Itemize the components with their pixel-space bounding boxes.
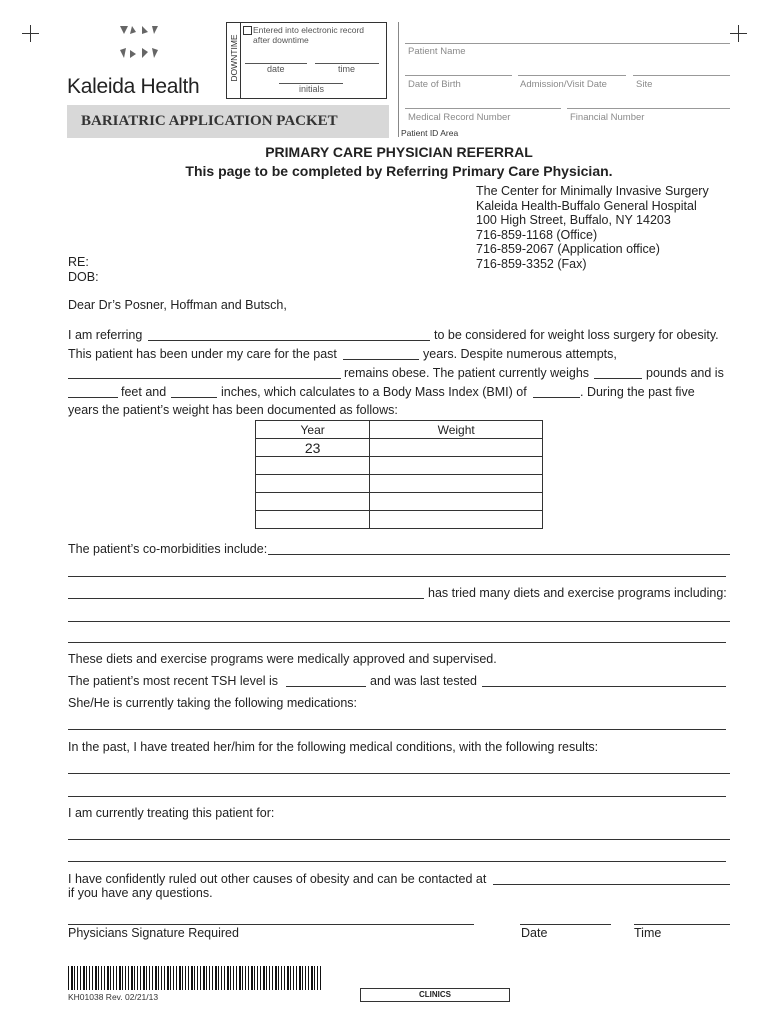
pounds-text: pounds and is (646, 366, 724, 380)
dob-label: DOB: (68, 270, 99, 284)
past-five-text: . During the past five (580, 385, 695, 399)
diets-text: has tried many diets and exercise programs including: (428, 586, 727, 600)
downtime-time-label: time (338, 64, 356, 74)
signature-time-field[interactable] (634, 924, 730, 925)
referring-text: to be considered for weight loss surgery for obesity. (434, 328, 719, 342)
weight-cell[interactable] (370, 511, 543, 529)
weight-column-header: Weight (370, 421, 543, 439)
diets-patient-field[interactable] (68, 598, 424, 599)
downtime-date-label: date (267, 64, 285, 74)
inches-text: inches, which calculates to a Body Mass Index (BMI) of (221, 385, 527, 399)
address-line: 716-859-3352 (Fax) (476, 256, 587, 271)
barcode (68, 966, 322, 990)
referring-patient-field[interactable] (148, 340, 430, 341)
questions-text: if you have any questions. (68, 886, 213, 900)
weight-cell[interactable] (370, 493, 543, 511)
patient-name-label: Patient Name (408, 46, 466, 57)
admission-date-label: Admission/Visit Date (520, 79, 607, 90)
table-row (256, 439, 543, 457)
treating-field-2[interactable] (68, 861, 726, 862)
obese-text: remains obese. The patient currently weighs (344, 366, 590, 380)
salutation: Dear Dr’s Posner, Hoffman and Butsch, (68, 298, 287, 312)
bmi-field[interactable] (533, 397, 580, 398)
address-line: The Center for Minimally Invasive Surgery (476, 184, 709, 198)
tsh-date-field[interactable] (482, 686, 726, 687)
downtime-box (226, 22, 387, 99)
signature-label: Physicians Signature Required (68, 926, 239, 940)
diets-field[interactable] (68, 621, 730, 622)
center-address (476, 184, 709, 271)
treating-label: I am currently treating this patient for: (68, 806, 275, 820)
table-header-row (256, 421, 543, 439)
contact-field[interactable] (493, 884, 730, 885)
time-label: Time (634, 926, 662, 940)
patient-id-area-label: Patient ID Area (401, 128, 459, 138)
table-row (256, 457, 543, 475)
packet-title: BARIATRIC APPLICATION PACKET (67, 105, 389, 138)
site-label: Site (636, 79, 653, 90)
weight-cell[interactable] (370, 439, 543, 457)
page-subtitle: This page to be completed by Referring Primary Care Physician. (185, 163, 613, 179)
signature-field[interactable] (68, 924, 474, 925)
patient-name-field[interactable] (68, 378, 341, 379)
page-title: PRIMARY CARE PHYSICIAN REFERRAL (265, 144, 533, 160)
care-label: This patient has been under my care for the past (68, 347, 337, 361)
treated-field[interactable] (68, 773, 730, 774)
year-cell[interactable] (256, 475, 370, 493)
weight-cell[interactable] (370, 457, 543, 475)
tsh-tested-text: and was last tested (370, 674, 478, 688)
address-line: 716-859-2067 (Application office) (476, 242, 660, 256)
tsh-label: The patient’s most recent TSH level is (68, 674, 279, 688)
kaleida-logo-icon (114, 22, 162, 70)
signature-date-field[interactable] (520, 924, 611, 925)
dob-field-label: Date of Birth (408, 79, 461, 90)
approved-text: These diets and exercise programs were medically approved and supervised. (68, 652, 497, 666)
registration-mark-left (22, 25, 39, 42)
table-row (256, 511, 543, 529)
mrn-label: Medical Record Number (408, 112, 511, 123)
feet-text: feet and (121, 385, 167, 399)
documented-text: years the patient’s weight has been documented as follows: (68, 403, 398, 417)
comorbidities-field-2[interactable] (68, 576, 726, 577)
financial-number-label: Financial Number (570, 112, 645, 123)
year-column-header: Year (256, 421, 370, 439)
table-row (256, 475, 543, 493)
form-code: KH01038 Rev. 02/21/13 (68, 992, 159, 1002)
treated-label: In the past, I have treated her/him for the following medical conditions, with the following results: (68, 740, 599, 754)
year-cell[interactable] (256, 511, 370, 529)
year-cell[interactable] (256, 457, 370, 475)
diets-field-2[interactable] (68, 642, 726, 643)
comorbidities-label: The patient’s co-morbidities include: (68, 542, 268, 556)
height-feet-field[interactable] (68, 397, 118, 398)
clinics-label: CLINICS (360, 988, 510, 1002)
comorbidities-field[interactable] (268, 554, 730, 555)
weight-cell[interactable] (370, 475, 543, 493)
address-line: 716-859-1168 (Office) (476, 227, 598, 242)
downtime-label: DOWNTIME (229, 34, 239, 82)
medications-field[interactable] (68, 729, 726, 730)
downtime-checkbox[interactable] (243, 26, 252, 35)
table-row (256, 493, 543, 511)
address-line: 100 High Street, Buffalo, NY 14203 (476, 213, 671, 227)
address-line: Kaleida Health-Buffalo General Hospital (476, 198, 697, 213)
treated-field-2[interactable] (68, 796, 726, 797)
registration-mark-right (730, 25, 747, 42)
weight-pounds-field[interactable] (594, 378, 642, 379)
care-years-field[interactable] (343, 359, 419, 360)
height-inches-field[interactable] (171, 397, 217, 398)
year-cell[interactable]: 23 (256, 439, 370, 457)
date-label: Date (521, 926, 548, 940)
tsh-level-field[interactable] (286, 686, 366, 687)
weight-history-table (255, 420, 543, 529)
ruled-out-text: I have confidently ruled out other causes of obesity and can be contacted at (68, 872, 487, 886)
medications-label: She/He is currently taking the following medications: (68, 696, 358, 710)
referring-label: I am referring (68, 328, 143, 342)
treating-field[interactable] (68, 839, 730, 840)
downtime-checkbox-text: Entered into electronic record after downtime (253, 25, 365, 45)
year-cell[interactable] (256, 493, 370, 511)
care-text: years. Despite numerous attempts, (423, 347, 617, 361)
re-label: RE: (68, 255, 89, 269)
downtime-initials-label: initials (299, 84, 325, 94)
logo-text: Kaleida Health (67, 75, 200, 98)
